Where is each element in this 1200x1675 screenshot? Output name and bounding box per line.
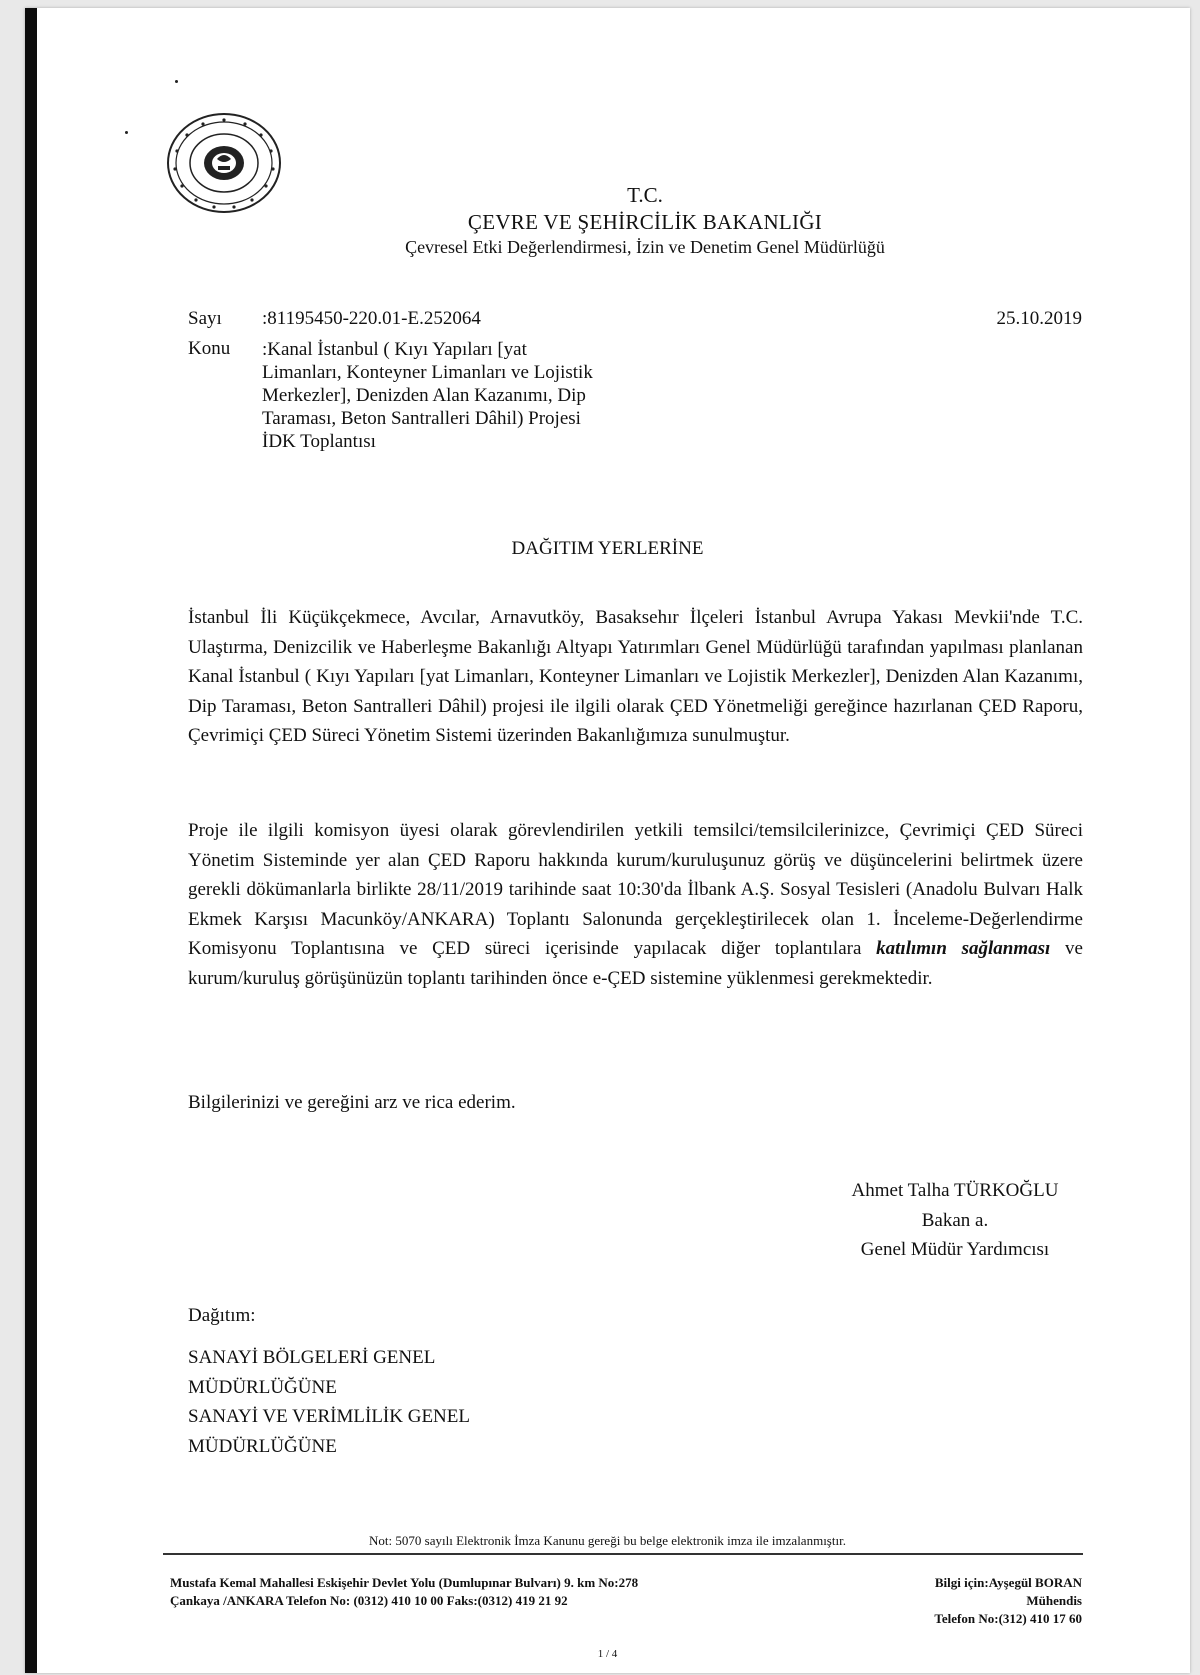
paragraph-2-text-end: ve kurum/kuruluş görüşünüzün toplantı tarihinden önce e-ÇED sistemine yüklenmesi gerekmektedir. <box>188 938 1083 989</box>
page-number: 1 / 4 <box>597 1648 618 1660</box>
distribution-title: DAĞITIM YERLERİNE <box>511 538 704 559</box>
sayi-value: :81195450-220.01-E.252064 <box>262 308 481 329</box>
address-line-1: Mustafa Kemal Mahallesi Eskişehir Devlet Yolu (Dumlupınar Bulvarı) 9. km No:278 <box>170 1575 639 1590</box>
paragraph-2-emphasis: katılımın sağlanması <box>876 938 1051 959</box>
ministry-seal-logo <box>165 111 283 215</box>
contact-line-3: Telefon No:(312) 410 17 60 <box>934 1611 1082 1626</box>
dagitim-item: SANAYİ BÖLGELERİ GENEL <box>188 1347 436 1368</box>
body-paragraph-3: Bilgilerinizi ve gereğini arz ve rica ederim. <box>188 1092 516 1113</box>
signature-block <box>825 1176 1085 1265</box>
paragraph-2-text: Proje ile ilgili komisyon üyesi olarak görevlendirilen yetkili temsilci/temsilcilerinizce, Çevrimiçi ÇED Süreci Yönetim Sisteminde yer alan ÇED Raporu hakkında kurum/kuruluşunuz görüş ve düşüncelerini belirtmek üzere gerekli dökümanlarla birlikte 28/11/2019 tarihinde saat 10:30'da İlbank A.Ş. Sosyal Tesisleri (Anadolu Bulvarı Halk Ekmek Karşısı Macunköy/ANKARA) Toplantı Salonunda gerçekleştirilecek olan 1. İnceleme-Değerlendirme Komisyonu Toplantısına ve ÇED süreci içerisinde yapılacak diğer toplantılara <box>188 820 1083 959</box>
konu-value: :Kanal İstanbul ( Kıyı Yapıları [yat Limanları, Konteyner Limanları ve Lojistik Merkezler], Denizden Alan Kazanımı, Dip Taraması, Beton Santralleri Dâhil) Projesi İDK Toplantısı <box>262 339 593 452</box>
footer-contact <box>934 1574 1082 1628</box>
scan-speck <box>125 131 128 134</box>
scan-edge-bar <box>25 8 37 1673</box>
header-directorate: Çevresel Etki Değerlendirmesi, İzin ve Denetim Genel Müdürlüğü <box>405 237 885 257</box>
sayi-label: Sayı <box>188 308 222 329</box>
footer-address <box>170 1574 638 1610</box>
body-paragraph-2 <box>188 816 1083 993</box>
contact-line-2: Mühendis <box>1026 1593 1082 1608</box>
signer-title-2: Genel Müdür Yardımcısı <box>860 1239 1050 1260</box>
dagitim-item: MÜDÜRLÜĞÜNE <box>188 1435 337 1457</box>
header-tc: T.C. <box>627 183 663 207</box>
e-signature-note: Not: 5070 sayılı Elektronik İmza Kanunu gereği bu belge elektronik imza ile imzalanmıştır. <box>369 1533 846 1548</box>
scan-speck <box>175 80 178 83</box>
dagitim-item: MÜDÜRLÜĞÜNE <box>188 1376 337 1398</box>
contact-line-1: Bilgi için:Ayşegül BORAN <box>934 1575 1082 1590</box>
dagitim-item: SANAYİ VE VERİMLİLİK GENEL <box>188 1406 470 1427</box>
konu-label: Konu <box>188 338 231 359</box>
dagitim-label: Dağıtım: <box>188 1305 256 1326</box>
dagitim-list <box>188 1343 470 1461</box>
footer-divider <box>163 1553 1083 1555</box>
document-date: 25.10.2019 <box>996 308 1082 329</box>
signer-title-1: Bakan a. <box>921 1209 989 1231</box>
body-paragraph-1: İstanbul İli Küçükçekmece, Avcılar, Arnavutköy, Basaksehır İlçeleri İstanbul Avrupa Yakası Mevkii'nde T.C. Ulaştırma, Denizcilik ve Haberleşme Bakanlığı Altyapı Yatırımları Genel Müdürlüğü tarafından yapılması planlanan Kanal İstanbul ( Kıyı Yapıları [yat Limanları, Konteyner Limanları ve Lojistik Merkezler], Denizden Alan Kazanımı, Dip Taraması, Beton Santralleri Dâhil) projesi ile ilgili olarak ÇED Yönetmeliği gereğince hazırlanan ÇED Raporu, Çevrimiçi ÇED Süreci Yönetim Sistemi üzerinden Bakanlığımıza sunulmuştur. <box>188 607 1083 746</box>
document-page <box>25 8 1190 1673</box>
signer-name: Ahmet Talha TÜRKOĞLU <box>851 1180 1059 1201</box>
address-line-2: Çankaya /ANKARA Telefon No: (0312) 410 10 00 Faks:(0312) 419 21 92 <box>170 1593 568 1608</box>
header-ministry: ÇEVRE VE ŞEHİRCİLİK BAKANLIĞI <box>467 210 823 234</box>
